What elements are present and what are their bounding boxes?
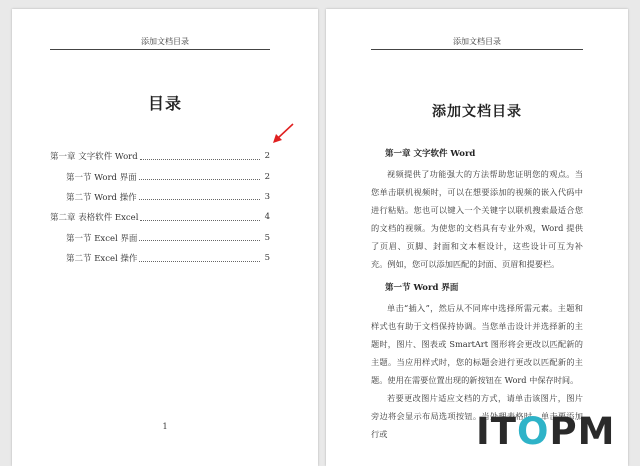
toc-page-number: 3: [264, 191, 270, 202]
document-body: [371, 147, 583, 443]
section-heading: 第一节 Word 界面: [385, 283, 459, 293]
toc-entry-text: 第一节 Word 界面: [66, 172, 137, 183]
toc-entry-text: 第二节 Word 操作: [66, 192, 137, 203]
toc-entry-section-2-1[interactable]: [50, 228, 270, 248]
toc-entry-section-2-2[interactable]: [50, 248, 270, 268]
toc-list: [50, 146, 270, 268]
itopm-watermark-logo: [476, 410, 616, 453]
content-page: [326, 9, 628, 466]
toc-page-number: 2: [264, 151, 270, 162]
toc-entry-section-1-1[interactable]: [50, 166, 270, 186]
toc-leader-dots: [139, 199, 260, 200]
header-rule: [371, 49, 583, 50]
toc-leader-dots: [139, 261, 260, 262]
page-number: 1: [162, 422, 168, 431]
red-arrow-icon: [270, 121, 296, 147]
toc-entry-text: 第二节 Excel 操作: [66, 254, 138, 265]
toc-entry-text: 第一章 文字软件 Word: [50, 152, 138, 163]
toc-title: 目录: [147, 94, 182, 113]
logo-text-prefix: IT: [476, 410, 518, 453]
toc-page: [12, 9, 318, 466]
body-paragraph: 视频提供了功能强大的方法帮助您证明您的观点。当您单击联机视频时，可以在想要添加的视频的嵌入代码中进行粘贴。您也可以键入一个关键字以联机搜索最适合您的文档的视频。为使您的文档具有专业外观，Word 提供了页眉、页脚、封面和文本框设计，这些设计可互为补充。例如，您可以添加匹配的封面、页眉和提要栏。: [371, 169, 583, 269]
toc-leader-dots: [140, 159, 260, 160]
toc-entry-section-1-2[interactable]: [50, 187, 270, 207]
body-paragraph: 单击“插入”，然后从不同库中选择所需元素。主题和样式也有助于文档保持协调。当您单击设计并选择新的主题时，图片、图表或 SmartArt 图形将会更改以匹配新的主题。当应用样式时，您的标题会进行更改以匹配新的主题。使用在需要位置出现的新按钮在 Word 中保存时间。: [371, 303, 583, 385]
toc-page-number: 2: [264, 171, 270, 182]
toc-entry-text: 第二章 表格软件 Excel: [50, 213, 139, 224]
toc-leader-dots: [139, 240, 260, 241]
toc-entry-chapter-1[interactable]: [50, 146, 270, 166]
toc-page-number: 5: [264, 232, 270, 243]
document-title: 添加文档目录: [432, 104, 522, 120]
page-header: 添加文档目录: [141, 37, 189, 46]
page-header: 添加文档目录: [453, 37, 501, 46]
header-rule: [50, 49, 270, 50]
logo-text-suffix: PM: [549, 410, 616, 453]
toc-page-number: 5: [264, 253, 270, 264]
body-paragraph: 若要更改图片适应文档的方式，请单击该图片，图片旁边将会显示布局选项按钮。当处理表格时，单击要添加行或: [371, 393, 583, 439]
toc-entry-chapter-2[interactable]: [50, 207, 270, 227]
toc-leader-dots: [140, 220, 260, 221]
toc-leader-dots: [139, 179, 260, 180]
chapter-heading: 第一章 文字软件 Word: [385, 149, 476, 159]
toc-page-number: 4: [264, 212, 270, 223]
toc-entry-text: 第一节 Excel 界面: [66, 233, 138, 244]
logo-text-accent: O: [517, 410, 550, 453]
